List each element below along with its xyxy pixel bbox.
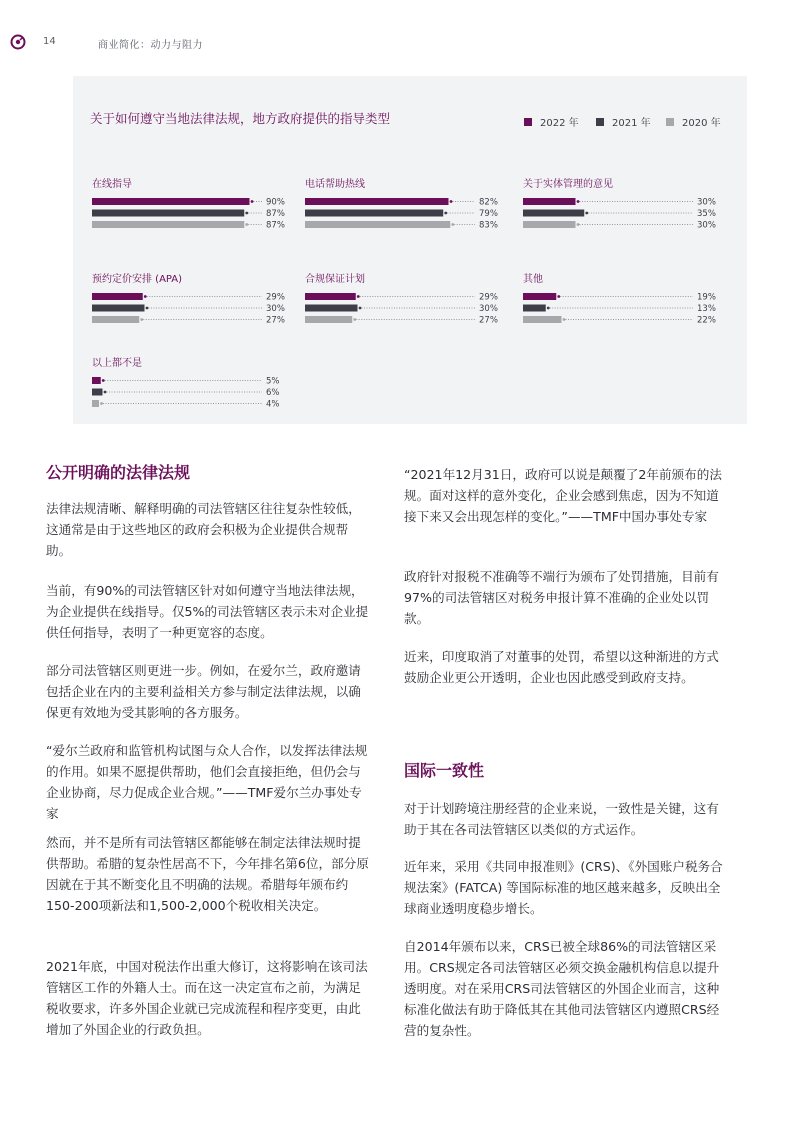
bar-endpoint <box>450 200 453 203</box>
bar-endpoint <box>100 402 103 405</box>
bar-endpoint <box>585 212 588 215</box>
bar <box>305 210 443 217</box>
bar-endpoint <box>563 318 566 321</box>
value-label: 30% <box>479 304 498 314</box>
legend-swatch <box>524 118 532 126</box>
paragraph: 部分司法管辖区则更进一步。例如，在爱尔兰，政府邀请包括企业在内的主要利益相关方参与制定法律法规，以确保更有效地为受其影响的各方服务。 <box>46 663 361 720</box>
bar <box>92 377 101 384</box>
category-label: 关于实体管理的意见 <box>523 179 613 190</box>
bar-endpoint <box>359 307 362 310</box>
value-label: 30% <box>697 197 716 208</box>
value-label: 35% <box>697 209 716 219</box>
bar-endpoint <box>140 318 143 321</box>
bar <box>523 210 584 217</box>
value-label: 83% <box>479 220 498 231</box>
category-label: 电话帮助热线 <box>305 179 365 190</box>
category-label: 合规保证计划 <box>305 274 365 285</box>
bar-endpoint <box>577 200 580 203</box>
legend-label: 2020 年 <box>682 118 721 129</box>
bar <box>92 293 143 300</box>
value-label: 87% <box>266 220 285 231</box>
bar <box>305 198 449 205</box>
bar <box>305 305 358 312</box>
section-heading-open-laws: 公开明确的法律法规 <box>46 463 191 482</box>
bar-endpoint <box>444 212 447 215</box>
bar <box>305 221 450 228</box>
paragraph: 自2014年颁布以来，CRS已被全球86%的司法管辖区采用。CRS规定各司法管辖区必须交换金融机构信息以提升透明度。对在采用CRS司法管辖区的外国企业而言，这种标准化做法有助于降低其在其他司法管辖区内遵照CRS经营的复杂性。 <box>404 939 720 1038</box>
bar-endpoint <box>102 379 105 382</box>
bar-endpoint <box>144 295 147 298</box>
bar <box>92 305 145 312</box>
value-label: 19% <box>697 292 716 303</box>
category-label: 以上都不是 <box>92 358 142 369</box>
section-heading-intl-consistency: 国际一致性 <box>404 761 485 780</box>
bar <box>92 221 244 228</box>
legend-swatch <box>596 118 604 126</box>
value-label: 5% <box>266 376 280 387</box>
paragraph: 法律法规清晰、解释明确的司法管辖区往往复杂性较低，这通常是由于这些地区的政府会积极为企业提供合规帮助。 <box>46 501 361 558</box>
bar <box>523 293 556 300</box>
page-number: 14 <box>43 36 56 47</box>
bar-endpoint <box>245 223 248 226</box>
value-label: 29% <box>266 292 285 303</box>
bar <box>523 221 576 228</box>
bar <box>523 316 562 323</box>
bar <box>92 198 250 205</box>
category-label: 其他 <box>523 274 543 285</box>
value-label: 27% <box>266 315 285 326</box>
bar <box>523 198 576 205</box>
guidance-type-chart <box>73 76 747 424</box>
paragraph: 2021年底，中国对税法作出重大修订，这将影响在该司法管辖区工作的外籍人士。而在这一决定宣布之前，为满足税收要求，许多外国企业就已完成流程和程序变更，由此增加了外国企业的行政负担。 <box>46 959 368 1037</box>
legend-label: 2021 年 <box>612 118 651 129</box>
bar <box>92 389 103 396</box>
bar-endpoint <box>557 295 560 298</box>
bar-endpoint <box>245 212 248 215</box>
value-label: 90% <box>266 197 285 208</box>
page-header <box>0 0 793 60</box>
bar <box>92 400 99 407</box>
paragraph: 然而，并不是所有司法管辖区都能够在制定法律法规时提供帮助。希腊的复杂性居高不下，今年排名第6位，部分原因就在于其不断变化且不明确的法规。希腊每年颁布约150-200项新法和1,500-2,000个税收相关决定。 <box>46 835 369 913</box>
value-label: 22% <box>697 315 716 326</box>
bar-endpoint <box>357 295 360 298</box>
value-label: 87% <box>266 209 285 219</box>
paragraph: 近来，印度取消了对董事的处罚，希望以这种渐进的方式鼓励企业更公开透明，企业也因此感受到政府支持。 <box>404 649 719 685</box>
chart-panel <box>73 76 747 424</box>
bar <box>523 305 546 312</box>
bar-endpoint <box>251 200 254 203</box>
value-label: 30% <box>266 304 285 314</box>
chart-title: 关于如何遵守当地法律法规，地方政府提供的指导类型 <box>90 111 391 126</box>
bar <box>92 210 244 217</box>
paragraph: 近年来，采用《共同申报准则》(CRS)、《外国账户税务合规法案》(FATCA) 等国际标准的地区越来越多，反映出全球商业透明度稳步增长。 <box>404 859 723 916</box>
value-label: 82% <box>479 197 498 208</box>
value-label: 79% <box>479 209 498 219</box>
quote-paragraph: “爱尔兰政府和监管机构试图与众人合作，以发挥法律法规的作用。如果不愿提供帮助，他们会直接拒绝，但仍会与企业协商，尽力促成企业合规。”——TMF爱尔兰办事处专家 <box>46 743 368 821</box>
value-label: 13% <box>697 304 716 314</box>
category-label: 在线指导 <box>92 179 132 190</box>
bar-endpoint <box>547 307 550 310</box>
value-label: 6% <box>266 388 280 398</box>
bar-endpoint <box>104 391 107 394</box>
legend-label: 2022 年 <box>540 118 579 129</box>
paragraph: 当前，有90%的司法管辖区针对如何遵守当地法律法规，为企业提供在线指导。仅5%的司法管辖区表示未对企业提供任何指导，表明了一种更宽容的态度。 <box>46 583 369 640</box>
value-label: 29% <box>479 292 498 303</box>
bar-endpoint <box>577 223 580 226</box>
running-title: 商业简化：动力与阻力 <box>98 40 203 51</box>
category-label: 预约定价安排 (APA) <box>92 274 183 285</box>
bar-endpoint <box>146 307 149 310</box>
left-column <box>46 460 376 1037</box>
value-label: 4% <box>266 399 280 410</box>
legend-swatch <box>666 118 674 126</box>
bar-endpoint <box>353 318 356 321</box>
compass-logo-icon <box>10 34 26 50</box>
bar <box>305 293 356 300</box>
bar <box>305 316 352 323</box>
bar <box>92 316 139 323</box>
paragraph: 对于计划跨境注册经营的企业来说，一致性是关键，这有助于其在各司法管辖区以类似的方式运作。 <box>404 801 719 837</box>
value-label: 27% <box>479 315 498 326</box>
paragraph: 政府针对报税不准确等不端行为颁布了处罚措施，目前有97%的司法管辖区对税务申报计算不准确的企业处以罚款。 <box>404 569 719 626</box>
value-label: 30% <box>697 220 716 231</box>
quote-paragraph: “2021年12月31日，政府可以说是颠覆了2年前颁布的法规。面对这样的意外变化，企业会感到焦虑，因为不知道接下来又会出现怎样的变化。”——TMF中国办事处专家 <box>404 467 722 524</box>
bar-endpoint <box>451 223 454 226</box>
